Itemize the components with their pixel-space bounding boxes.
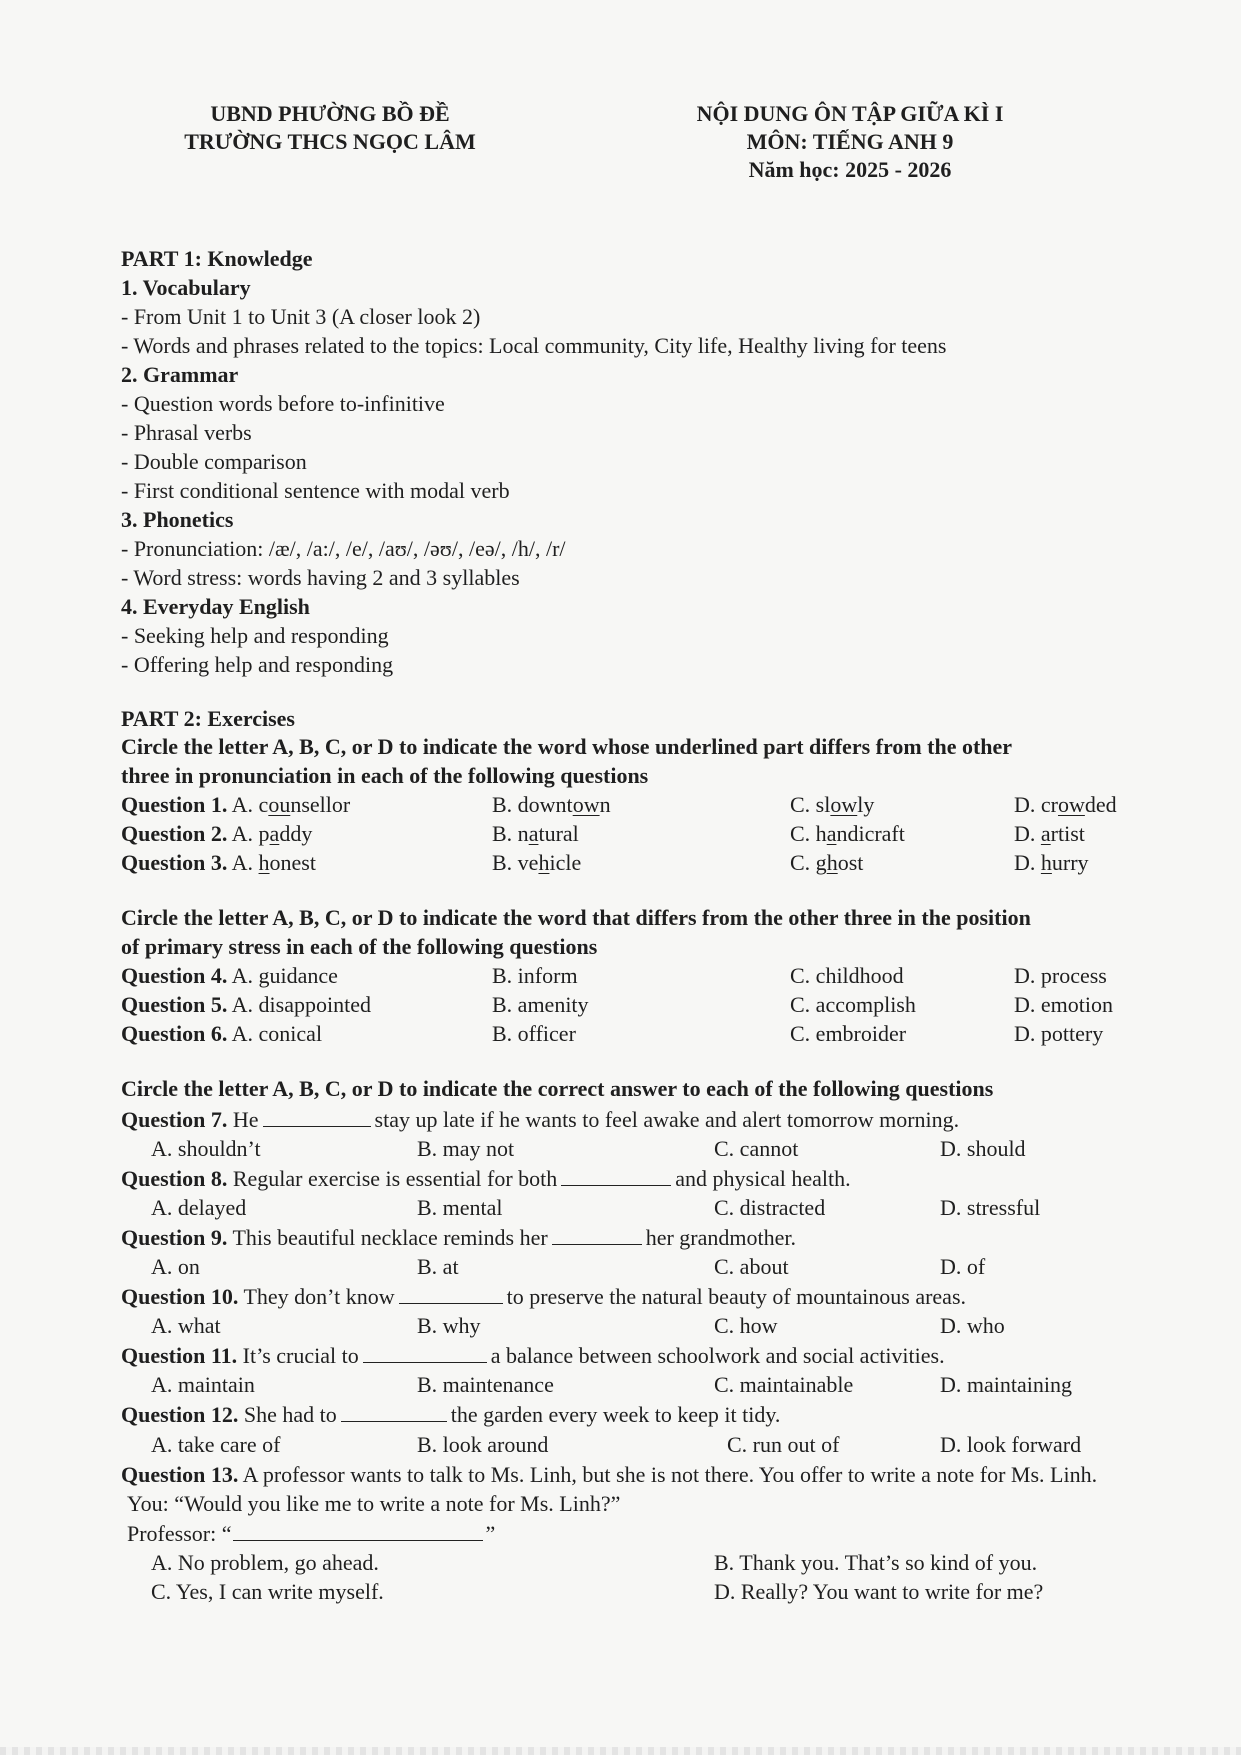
option-text: tural <box>538 821 579 846</box>
question-label: Question 10. <box>121 1283 239 1309</box>
answer-blank <box>552 1222 642 1245</box>
option-text: A. c <box>231 792 269 817</box>
option-d[interactable]: D. should <box>940 1135 1026 1161</box>
underlined-part: h <box>826 850 838 875</box>
option-text: A. conical <box>231 1021 323 1046</box>
stem-text: This beautiful necklace reminds her <box>232 1224 548 1250</box>
stem-text: He <box>232 1106 259 1132</box>
option-b[interactable]: B. Thank you. That’s so kind of you. <box>714 1549 1038 1575</box>
header-right <box>640 100 1060 184</box>
option-d[interactable]: D. Really? You want to write for me? <box>714 1578 1044 1604</box>
option-text: B. n <box>492 821 529 846</box>
option-c[interactable]: C. run out of <box>727 1431 840 1457</box>
dialogue-you: You: “Would you like me to write a note for Ms. Linh?” <box>127 1490 621 1516</box>
stem-text: a balance between schoolwork and social activities. <box>490 1342 945 1368</box>
question-label: Question 6. <box>121 1021 228 1046</box>
option-b[interactable]: B. inform <box>492 963 578 988</box>
option-c[interactable] <box>790 819 905 848</box>
option-text: onest <box>269 850 316 875</box>
instruction-line: Circle the letter A, B, C, or D to indicate the word whose underlined part differs from the other <box>121 734 1013 759</box>
option-c[interactable]: C. accomplish <box>790 992 916 1017</box>
question-stem <box>121 1340 1181 1370</box>
underlined-part: a <box>528 821 539 846</box>
option-d[interactable]: D. emotion <box>1014 992 1113 1017</box>
question-row <box>121 790 1181 819</box>
option-a[interactable] <box>121 1019 322 1048</box>
stress-instruction <box>121 904 1181 961</box>
stem-text: and physical health. <box>675 1165 851 1191</box>
option-text: D. <box>1014 850 1041 875</box>
instruction-line: of primary stress in each of the following questions <box>121 933 598 959</box>
option-a[interactable] <box>121 819 312 848</box>
section-heading: 1. Vocabulary <box>121 275 251 300</box>
stem-text: She had to <box>243 1401 337 1427</box>
option-text: B. downt <box>492 792 573 817</box>
dialogue-text: Professor: “ <box>127 1520 232 1546</box>
list-item: - Double comparison <box>121 449 307 474</box>
question-label: Question 1. <box>121 792 228 817</box>
stem-text: her grandmother. <box>645 1224 796 1250</box>
list-item: - Offering help and responding <box>121 652 394 677</box>
question-row <box>121 848 1181 877</box>
school-year: Năm học: 2025 - 2026 <box>748 157 952 182</box>
option-d[interactable]: D. process <box>1014 963 1107 988</box>
underlined-part: a <box>1040 821 1051 846</box>
option-c[interactable]: C. distracted <box>714 1194 826 1220</box>
answer-blank <box>263 1104 371 1127</box>
option-text: ly <box>857 792 875 817</box>
underlined-part: ow <box>1057 792 1085 817</box>
option-c[interactable]: C. cannot <box>714 1135 799 1161</box>
question-stem <box>121 1163 1181 1193</box>
option-text: A. p <box>231 821 270 846</box>
underlined-part: ow <box>572 792 600 817</box>
option-text: D. cr <box>1014 792 1058 817</box>
option-b[interactable] <box>492 790 611 819</box>
instruction-line: three in pronunciation in each of the following questions <box>121 762 649 788</box>
option-a[interactable]: A. No problem, go ahead. <box>151 1549 379 1575</box>
question-label: Question 12. <box>121 1401 239 1427</box>
options-row <box>121 1252 1181 1281</box>
question-stem <box>121 1461 1171 1489</box>
option-a[interactable] <box>121 961 338 990</box>
pronunciation-instruction <box>121 733 1181 790</box>
options-row <box>121 1193 1181 1222</box>
option-text: A. <box>231 850 259 875</box>
option-c[interactable]: C. embroider <box>790 1021 907 1046</box>
question-label: Question 3. <box>121 850 228 875</box>
part1-title: PART 1: Knowledge <box>121 246 313 271</box>
option-a[interactable] <box>121 848 316 877</box>
option-d[interactable] <box>1014 790 1117 819</box>
list-item: - Words and phrases related to the topics: Local community, City life, Healthy living for teens <box>121 333 947 358</box>
options-row <box>121 1429 1181 1461</box>
option-text: C. sl <box>790 792 831 817</box>
question-label: Question 9. <box>121 1224 228 1250</box>
section-heading: 4. Everyday English <box>121 594 310 619</box>
header-left <box>140 100 520 156</box>
option-b[interactable]: B. mental <box>417 1194 503 1220</box>
list-item: - From Unit 1 to Unit 3 (A closer look 2) <box>121 304 481 329</box>
option-a[interactable]: A. what <box>151 1312 221 1338</box>
options-row <box>121 1134 1181 1163</box>
answer-blank <box>341 1399 447 1422</box>
option-d[interactable]: D. maintaining <box>940 1371 1072 1397</box>
question-stem <box>121 1104 1181 1134</box>
option-text: n <box>599 792 611 817</box>
option-c[interactable] <box>790 848 863 877</box>
stem-text: A professor wants to talk to Ms. Linh, but she is not there. You offer to write a note for Ms. Linh. <box>242 1461 1098 1487</box>
option-b[interactable] <box>492 819 579 848</box>
stem-text: Regular exercise is essential for both <box>232 1165 558 1191</box>
option-text: icle <box>549 850 582 875</box>
option-text: ost <box>837 850 864 875</box>
option-a[interactable]: A. delayed <box>151 1194 247 1220</box>
underlined-part: ou <box>268 792 291 817</box>
stem-text: to preserve the natural beauty of mountainous areas. <box>506 1283 966 1309</box>
option-a[interactable] <box>121 990 371 1019</box>
stem-text: stay up late if he wants to feel awake and alert tomorrow morning. <box>374 1106 960 1132</box>
option-text: ndicraft <box>836 821 905 846</box>
question-row <box>121 961 1181 990</box>
option-c[interactable] <box>790 790 874 819</box>
question-label: Question 11. <box>121 1342 238 1368</box>
question-row <box>121 1019 1181 1048</box>
section-heading: 2. Grammar <box>121 362 239 387</box>
option-a[interactable]: A. maintain <box>151 1371 255 1397</box>
list-item: - Pronunciation: /æ/, /a:/, /e/, /aʊ/, /əʊ/, /eə/, /h/, /r/ <box>121 536 566 561</box>
question-row <box>121 990 1181 1019</box>
option-d[interactable] <box>1014 848 1089 877</box>
underlined-part: h <box>1040 850 1052 875</box>
option-text: A. disappointed <box>231 992 371 1017</box>
option-c[interactable]: C. how <box>714 1312 778 1338</box>
option-b[interactable] <box>492 848 581 877</box>
option-d[interactable]: D. pottery <box>1014 1021 1104 1046</box>
instruction-line: Circle the letter A, B, C, or D to indicate the word that differs from the other three in the position <box>121 905 1031 930</box>
option-d[interactable]: D. who <box>940 1312 1005 1338</box>
option-b[interactable]: B. may not <box>417 1135 515 1161</box>
options-row <box>121 1370 1181 1399</box>
option-text: ded <box>1084 792 1117 817</box>
part2-title: PART 2: Exercises <box>121 706 295 731</box>
document-body <box>121 244 1181 1606</box>
list-item: - Question words before to-infinitive <box>121 391 445 416</box>
option-c[interactable]: C. maintainable <box>714 1371 854 1397</box>
option-c[interactable]: C. Yes, I can write myself. <box>151 1578 384 1604</box>
option-text: C. g <box>790 850 827 875</box>
answer-blank <box>363 1340 487 1363</box>
question-label: Question 8. <box>121 1165 228 1191</box>
underlined-part: h <box>258 850 270 875</box>
list-item: - Seeking help and responding <box>121 623 389 648</box>
underlined-part: a <box>269 821 280 846</box>
options-row <box>121 1311 1181 1340</box>
option-text: rtist <box>1050 821 1085 846</box>
options-row <box>121 1577 1181 1606</box>
question-stem <box>121 1399 1181 1429</box>
list-item: - Word stress: words having 2 and 3 syllables <box>121 565 520 590</box>
option-d[interactable]: D. look forward <box>940 1431 1082 1457</box>
option-b[interactable]: B. at <box>417 1253 459 1279</box>
options-row <box>121 1548 1181 1577</box>
option-text: ddy <box>279 821 313 846</box>
answer-blank <box>561 1163 671 1186</box>
dialogue-text: ” <box>485 1520 496 1546</box>
option-a[interactable]: A. take care of <box>151 1431 281 1457</box>
question-label: Question 4. <box>121 963 228 988</box>
option-text: nsellor <box>290 792 351 817</box>
option-text: B. ve <box>492 850 539 875</box>
option-text: C. h <box>790 821 827 846</box>
section-heading: 3. Phonetics <box>121 507 234 532</box>
option-b[interactable]: B. amenity <box>492 992 589 1017</box>
option-text: urry <box>1051 850 1089 875</box>
option-text: A. guidance <box>231 963 338 988</box>
option-a[interactable] <box>121 790 350 819</box>
option-b[interactable]: B. why <box>417 1312 481 1338</box>
scan-edge <box>0 1747 1241 1755</box>
question-label: Question 5. <box>121 992 228 1017</box>
option-a[interactable]: A. shouldn’t <box>151 1135 261 1161</box>
option-b[interactable]: B. maintenance <box>417 1371 554 1397</box>
option-text: D. <box>1014 821 1041 846</box>
question-label: Question 2. <box>121 821 228 846</box>
option-c[interactable]: C. about <box>714 1253 789 1279</box>
question-label: Question 7. <box>121 1106 228 1132</box>
school-name: TRƯỜNG THCS NGỌC LÂM <box>184 129 476 154</box>
list-item: - Phrasal verbs <box>121 420 252 445</box>
underlined-part: h <box>538 850 550 875</box>
underlined-part: a <box>826 821 837 846</box>
option-d[interactable] <box>1014 819 1085 848</box>
ward-name: UBND PHƯỜNG BỒ ĐỀ <box>210 101 450 126</box>
dialogue-professor <box>121 1518 1181 1548</box>
stem-text: They don’t know <box>243 1283 395 1309</box>
subject: MÔN: TIẾNG ANH 9 <box>746 129 954 154</box>
option-d[interactable]: D. of <box>940 1253 986 1279</box>
question-label: Question 13. <box>121 1461 239 1487</box>
stem-text: It’s crucial to <box>242 1342 359 1368</box>
stem-text: the garden every week to keep it tidy. <box>450 1401 781 1427</box>
question-stem <box>121 1222 1181 1252</box>
question-stem <box>121 1281 1181 1311</box>
answer-blank <box>233 1518 483 1541</box>
option-a[interactable]: A. on <box>151 1253 200 1279</box>
option-d[interactable]: D. stressful <box>940 1194 1041 1220</box>
answer-blank <box>399 1281 503 1304</box>
option-c[interactable]: C. childhood <box>790 963 904 988</box>
question-row <box>121 819 1181 848</box>
mc-instruction: Circle the letter A, B, C, or D to indicate the correct answer to each of the following questions <box>121 1076 994 1101</box>
underlined-part: ow <box>830 792 858 817</box>
option-b[interactable]: B. officer <box>492 1021 576 1046</box>
document-title: NỘI DUNG ÔN TẬP GIỮA KÌ I <box>696 101 1004 126</box>
list-item: - First conditional sentence with modal verb <box>121 478 510 503</box>
option-b[interactable]: B. look around <box>417 1431 549 1457</box>
